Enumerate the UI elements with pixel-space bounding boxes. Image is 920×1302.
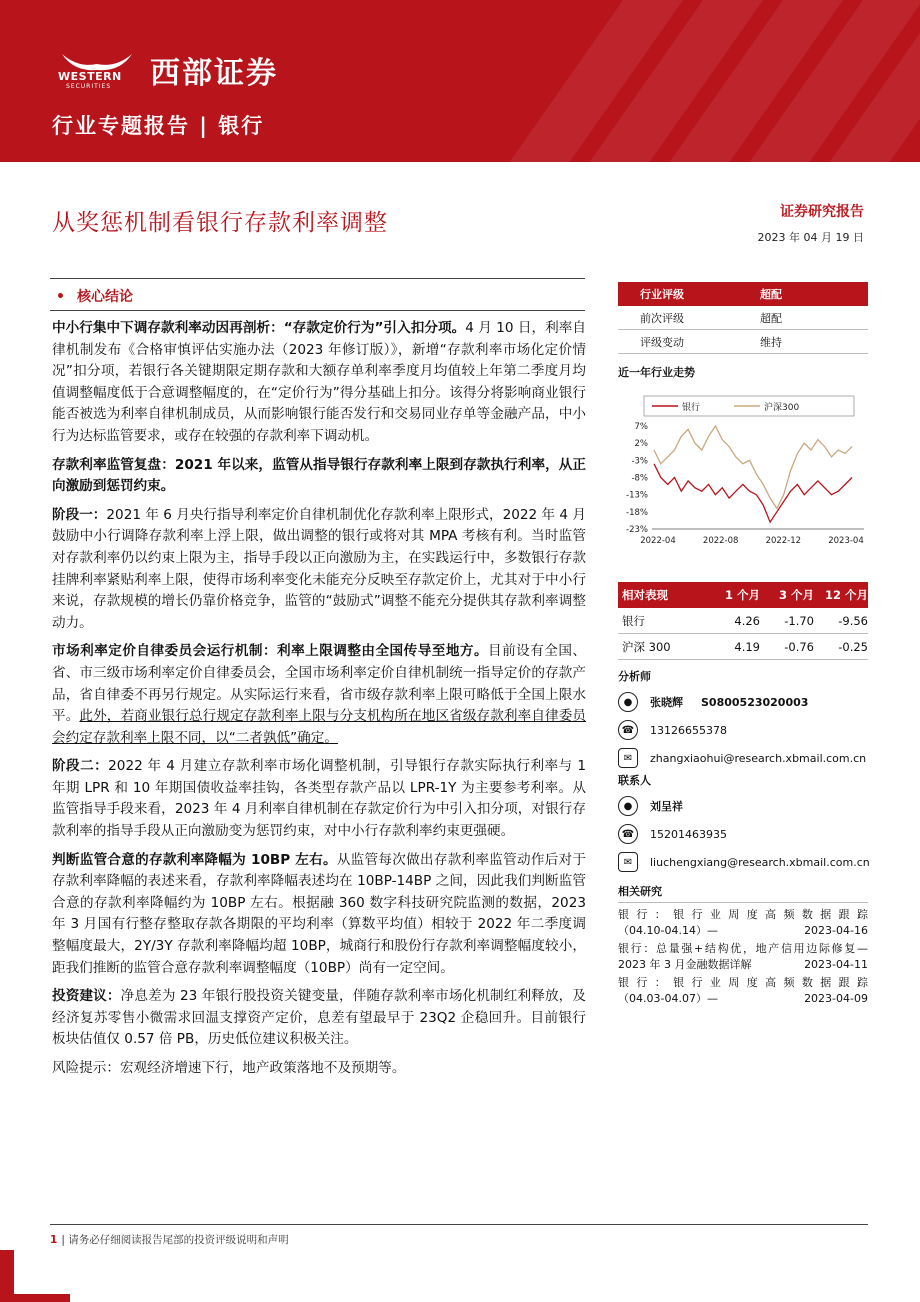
series-line: [654, 464, 852, 522]
paragraph: 判断监管合意的存款利率降幅为 10BP 左右。从监管每次做出存款利率监管动作后对于存款利率降幅的表述来看，存款利率降幅表述均在 10BP-14BP 之间，因此我们判断监管合意的存款利率降幅约为 10BP 左右。根据融 360 数字科技研究院监测的数据，2023 年 3 月国有行整存整取存款各期限的平均利率（算数平均值）相较于 2022 年二季度调整幅度最大，2Y/3Y 存款利率降幅均超 10BP，城商行和股份行存款利率调整幅度较小，距我们推断的监管合意存款利率调整幅度（10BP）尚有一定空间。: [52, 851, 587, 976]
doc-type: 证券研究报告: [780, 204, 864, 220]
related-research: 相关研究 银行：银行业周度高频数据跟踪 （04.10-04.14）— 2023-04-16 银行：总量强+结构优，地产信用边际修复— 2023 年 3 月金融数据详解 2023-04-11 银行：银行业周度高频数据跟踪 （04.03-04.07）— 2023-04-09: [618, 885, 868, 1005]
divider: [50, 310, 585, 311]
performance-row: 银行 4.26 -1.70 -9.56: [618, 608, 868, 634]
logo-mark: [58, 50, 136, 90]
main-body: [52, 318, 586, 1087]
y-tick-label: -3%: [631, 456, 648, 467]
brand-en-sub: SECURITIES: [66, 83, 112, 90]
person-icon: ●: [618, 796, 638, 816]
brand-logo: [58, 48, 278, 92]
legend-label: 沪深300: [764, 403, 800, 413]
contact-name-line: ● 刘呈祥: [618, 794, 868, 818]
analyst-email-line[interactable]: ✉ zhangxiaohui@research.xbmail.com.cn: [618, 746, 868, 770]
contact-phone-line: ☎ 15201463935: [618, 822, 868, 846]
paragraph: 阶段一：2021 年 6 月央行指导利率定价自律机制优化存款利率上限形式，2022 年 4 月鼓励中小行调降存款利率上浮上限，做出调整的银行或将对其 MPA 考核有利。当时监管对存款利率仍以约束上限为主，指导手段以正向激励为主，在实践运行中，多数银行存款挂牌利率紧贴利率上限，使得市场利率变化未能充分反映至存款定价上，尤其对于中小行来说，存款规模的增长仍靠价格竞争，监管的“鼓励式”调整不能充分提供其存款利率调整动力。: [52, 506, 587, 631]
y-tick-label: -8%: [631, 473, 648, 484]
risk-note: 风险提示：宏观经济增速下行，地产政策落地不及预期等。: [52, 1060, 406, 1076]
y-tick-label: 7%: [634, 422, 648, 432]
performance-row: 沪深 300 4.19 -0.76 -0.25: [618, 634, 868, 660]
y-tick-label: 2%: [634, 439, 648, 450]
trend-chart: [618, 384, 868, 549]
x-tick-label: 2022-04: [640, 536, 676, 546]
rating-row: 行业评级 超配: [618, 282, 868, 306]
footer: 1 | 请务必仔细阅读报告尾部的投资评级说明和声明: [50, 1234, 289, 1246]
email-icon: ✉: [618, 748, 638, 768]
trend-chart-svg: [618, 384, 868, 549]
y-tick-label: -18%: [626, 507, 648, 518]
person-icon: ●: [618, 692, 638, 712]
contact-email-line[interactable]: ✉ liuchengxiang@research.xbmail.com.cn: [618, 850, 868, 874]
trend-title: 近一年行业走势: [618, 366, 695, 379]
bullet: •: [56, 289, 65, 305]
x-tick-label: 2023-04: [828, 536, 864, 546]
report-date: 2023 年 04 月 19 日: [757, 231, 864, 244]
rating-table: [618, 282, 868, 354]
x-tick-label: 2022-08: [702, 536, 739, 546]
rating-row: 前次评级 超配: [618, 306, 868, 330]
paragraph: 投资建议：净息差为 23 年银行股投资关键变量，伴随存款利率市场化机制红利释放，及经济复苏零售小微需求回温支撑资产定价，息差有望最早于 23Q2 企稳回升。目前银行板块估值仅 0.57 倍 PB，历史低位建议积极关注。: [52, 988, 587, 1048]
series-line: [654, 426, 852, 508]
phone-icon: ☎: [618, 824, 638, 844]
performance-header: 相对表现 1 个月 3 个月 12 个月: [618, 582, 868, 608]
report-title: 从奖惩机制看银行存款利率调整: [52, 210, 388, 236]
x-tick-label: 2022-12: [765, 536, 802, 546]
analyst-phone-line: ☎ 13126655378: [618, 718, 868, 742]
brand-cn: 西部证券: [150, 56, 278, 91]
header-banner: [0, 0, 920, 162]
paragraph: 市场利率定价自律委员会运行机制：利率上限调整由全国传导至地方。目前设有全国、省、市三级市场利率定价自律委员会，全国市场利率定价自律机制统一指导定价的存款产品，省自律委不再另行规定。从实际运行来看，省市级存款利率上限可略低于全国上限水平。此外，若商业银行总行规定存款利率上限与分支机构所在地区省级存款利率自律委员会约定存款利率上限不同，以“二者孰低”确定。: [52, 643, 586, 746]
footer-divider: [50, 1224, 868, 1225]
paragraph: 阶段二：2022 年 4 月建立存款利率市场化调整机制，引导银行存款实际执行利率与 1 年期 LPR 和 10 年期国债收益率挂钩，各类型存款产品以 LPR-1Y 为主要参考利率。从监管指导手段来看，2023 年 4 月利率自律机制在存款定价行为中引入扣分项，对银行存款利率的指导手段从正向激励变为惩罚约束，对中小行存款利率约束更强硬。: [52, 758, 586, 840]
bull-horns-icon: [58, 50, 136, 72]
y-tick-label: -13%: [626, 490, 648, 501]
corner-decoration: [0, 1294, 70, 1302]
contact-section: 联系人 ● 刘呈祥 ☎ 15201463935 ✉ liuchengxiang@research.xbmail.com.cn: [618, 772, 868, 874]
brand-en: WESTERN: [58, 70, 122, 83]
legend-label: 银行: [682, 403, 701, 413]
related-item[interactable]: 银行：总量强+结构优，地产信用边际修复— 2023 年 3 月金融数据详解 2023-04-11: [618, 942, 868, 971]
paragraph: 中小行集中下调存款利率动因再剖析：“存款定价行为”引入扣分项。4 月 10 日，利率自律机制发布《合格审慎评估实施办法（2023 年修订版）》，新增“存款利率市场化定价情况”扣分项，若银行各关键期限定期存款和大额存单利率季度月均值较上年第二季度月均值调整幅度低于合意调整幅度的，在“定价行为”得分基础上扣分。该得分将影响商业银行能否被选为利率自律机制成员，从而影响银行能否发行和交易同业存单等金融产品，中小行为达标监管要求，或存在较强的存款利率下调动机。: [52, 320, 586, 444]
rating-row: 评级变动 维持: [618, 330, 868, 354]
analyst-section: 分析师 ● 张晓辉 S0800523020003 ☎ 13126655378 ✉ zhangxiaohui@research.xbmail.com.cn: [618, 668, 868, 770]
related-item[interactable]: 银行：银行业周度高频数据跟踪 （04.10-04.14）— 2023-04-16: [618, 908, 868, 937]
phone-icon: ☎: [618, 720, 638, 740]
performance-table: [618, 582, 868, 660]
related-item[interactable]: 银行：银行业周度高频数据跟踪 （04.03-04.07）— 2023-04-09: [618, 976, 868, 1005]
core-conclusion-heading: • 核心结论: [56, 289, 133, 305]
y-tick-label: -23%: [626, 525, 648, 535]
analyst-name-line: ● 张晓辉 S0800523020003: [618, 690, 868, 714]
email-icon: ✉: [618, 852, 638, 872]
divider: [50, 278, 585, 279]
report-type: 行业专题报告 | 银行: [52, 114, 265, 138]
paragraph: 存款利率监管复盘：2021 年以来，监管从指导银行存款利率上限到存款执行利率，从正向激励到惩罚约束。: [52, 456, 586, 495]
